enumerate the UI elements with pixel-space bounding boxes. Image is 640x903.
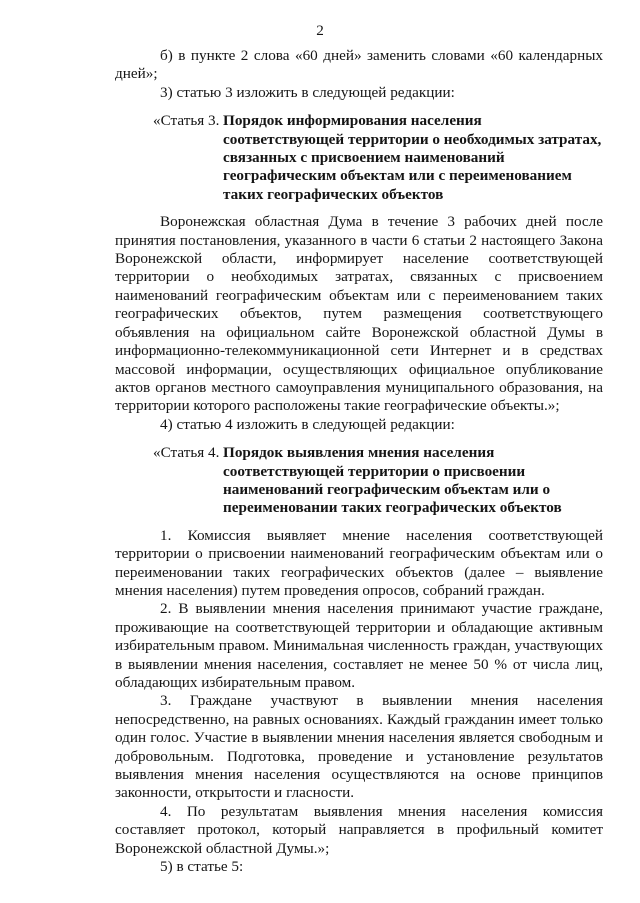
paragraph-article5-intro: 5) в статье 5: bbox=[160, 858, 244, 876]
article-4-part-3: 3. Граждане участвуют в выявлении мнения населения непосредственно, на равных основаниях. Каждый гражданин имеет только один голос. Участие в выявлении мнения населения является свободным и добровольным. Подготовка, проведение и установление результатов выявления мнения населения осуществляются на основе принципов законности, открытости и гласности. bbox=[115, 692, 603, 802]
document-body bbox=[115, 47, 603, 876]
article-3-text: Воронежская областная Дума в течение 3 рабочих дней после принятия постановления, указанного в части 6 статьи 2 настоящего Закона Воронежской области, информирует население соответствующей территории о необходимых затратах, связанных с присвоением наименований географическим объектам или с переименованием таких географических объектов, путем размещения соответствующего объявления на официальном сайте Воронежской областной Думы в информационно-телекоммуникационной сети Интернет и в средствах массовой информации, осуществляющих официальное опубликование актов органов местного самоуправления муниципального образования, на территории которого расположены такие географические объекты.»; bbox=[115, 213, 603, 415]
paragraph-article4-intro: 4) статью 4 изложить в следующей редакции: bbox=[160, 415, 455, 433]
article-3-heading bbox=[115, 112, 603, 204]
article-4-part-4: 4. По результатам выявления мнения населения комиссия составляет протокол, который направляется в профильный комитет Воронежской областной Думы.»; bbox=[115, 802, 603, 857]
article-4-heading bbox=[115, 444, 603, 518]
page-number: 2 bbox=[316, 22, 324, 39]
paragraph-article3-intro: 3) статью 3 изложить в следующей редакции: bbox=[160, 83, 455, 101]
paragraph-amend-b: б) в пункте 2 слова «60 дней» заменить словами «60 календарных дней»; bbox=[115, 47, 603, 83]
article-4-part-2: 2. В выявлении мнения населения принимают участие граждане, проживающие на соответствующей территории и обладающие активным избирательным правом. Минимальная численность граждан, участвующих в выявлении мнения населения, составляет не менее 50 % от числа лиц, обладающих избирательным правом. bbox=[115, 600, 603, 691]
article-3-title: Порядок информирования населения соответствующей территории о необходимых затратах, связанных с присвоением наименований географическим объектам или с переименованием таких географических объектов bbox=[223, 112, 602, 203]
article-4-title: Порядок выявления мнения населения соответствующей территории о присвоении наименований географическим объектам или о переименовании таких географических объектов bbox=[223, 444, 562, 517]
article-4-part-1: 1. Комиссия выявляет мнение населения соответствующей территории о присвоении наименований географическим объектам или о переименовании таких географических объектов (далее – выявление мнения населения) путем проведения опросов, собраний граждан. bbox=[115, 526, 603, 599]
article-3-label: «Статья 3. bbox=[153, 112, 220, 130]
article-4-label: «Статья 4. bbox=[153, 444, 220, 462]
